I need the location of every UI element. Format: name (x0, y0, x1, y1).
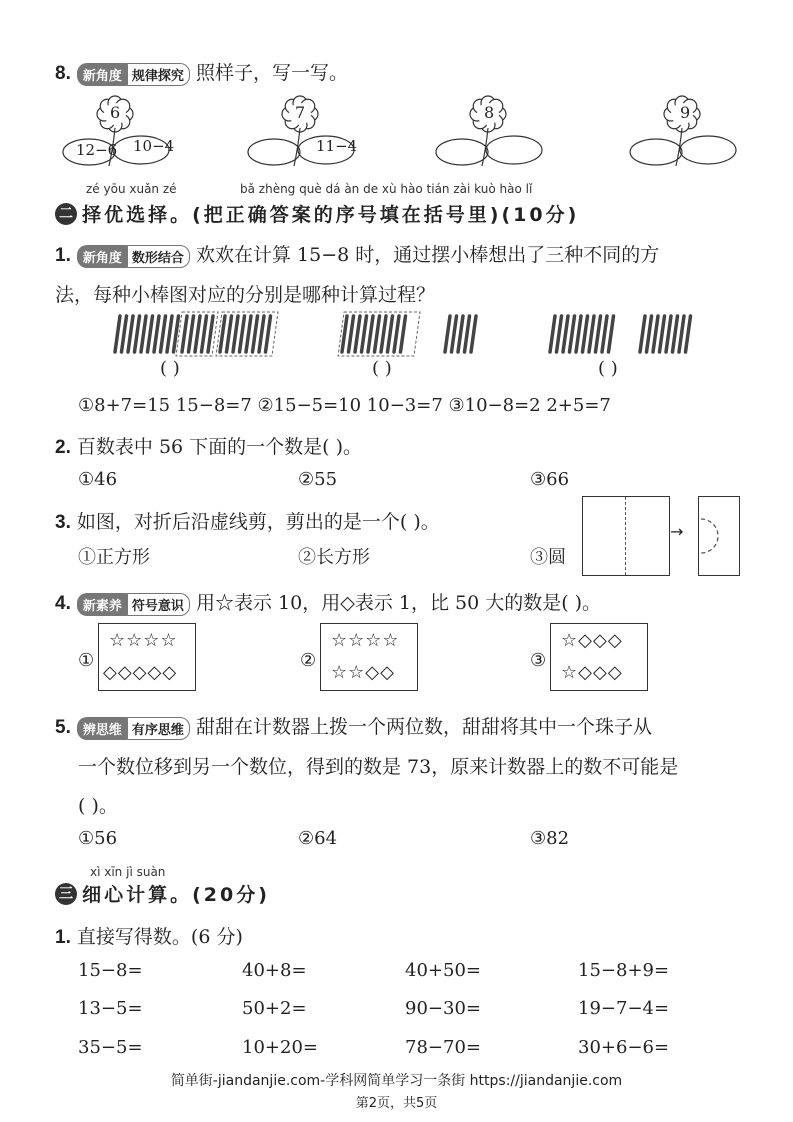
calc-item[interactable]: 50+2= (242, 998, 307, 1019)
tag-topic: 有序思维 (126, 717, 190, 740)
symbol-row-1: ☆☆☆☆ (109, 630, 178, 651)
flower-4-center: 9 (680, 103, 691, 122)
cut-curve (699, 497, 739, 575)
flower-3-center: 8 (484, 103, 495, 122)
tag-new-angle: 新角度 (77, 245, 128, 268)
fold-line (625, 497, 626, 575)
symbol-box-1 (98, 623, 196, 691)
section2-pinyin-right: bǎ zhèng què dá àn de xù hào tián zài kuò hào lǐ (240, 182, 533, 196)
question-text: 甜甜在计数器上拨一个两位数，甜甜将其中一个珠子从 (195, 716, 652, 738)
option-3: ③82 (530, 828, 570, 849)
question-text: 欢欢在计算 15−8 时，通过摆小棒想出了三种不同的方 (195, 244, 660, 266)
flower-diagrams (60, 88, 760, 178)
section3-header (55, 880, 270, 907)
question-number: 4. (55, 593, 71, 614)
s2-q5-line1 (55, 712, 652, 740)
tag-topic: 规律探究 (126, 63, 190, 86)
sticks-group-10 (115, 316, 179, 352)
footer-url: 简单街-jiandanjie.com-学科网简单学习一条街 https://jiandanjie.com (170, 1073, 623, 1089)
s2-q1-line1 (55, 240, 659, 268)
sticks-group-8 (640, 316, 691, 352)
section2-pinyin-left: zé yōu xuǎn zé (86, 182, 177, 196)
option-1: ①56 (78, 828, 118, 849)
tag-new-literacy: 新素养 (77, 593, 128, 616)
question-number: 1. (55, 927, 71, 948)
section-number-icon: 三 (55, 883, 77, 905)
answer-blank-2[interactable]: ( ) (372, 358, 392, 379)
option-1: ①正方形 (78, 547, 150, 568)
arrow-icon: → (670, 522, 684, 541)
s2-q1-line2: 法，每种小棒图对应的分别是哪种计算过程？ (55, 284, 436, 306)
tag-thinking: 辨思维 (77, 717, 128, 740)
sticks-group-8 (220, 316, 271, 352)
calc-item[interactable]: 40+50= (405, 960, 481, 981)
question-number: 8. (55, 63, 71, 84)
symbol-row-2: ☆☆◇◇ (331, 662, 395, 683)
section-number-icon: 二 (55, 203, 77, 225)
section2-header (55, 200, 579, 227)
flower-1-center: 6 (110, 103, 121, 122)
symbol-row-2: ☆◇◇◇ (561, 662, 623, 683)
question-text: 照样子，写一写。 (195, 62, 348, 84)
page-number: 第2页，共5页 (355, 1096, 438, 1111)
question-number: 5. (55, 717, 71, 738)
folded-paper (582, 496, 670, 576)
question-text: 用☆表示 10，用◇表示 1，比 50 大的数是( )。 (195, 592, 602, 614)
option-3: ③圆 (530, 547, 566, 568)
calc-item[interactable]: 78−70= (405, 1037, 481, 1058)
question-text: 直接写得数。(6 分) (76, 926, 243, 948)
option-2: ②64 (298, 828, 338, 849)
option-2: ②长方形 (298, 547, 370, 568)
s2-q1-options: ①8+7=15 15−8=7 ②15−5=10 10−3=7 ③10−8=2 2+5=7 (78, 395, 611, 416)
stick-pictures (110, 310, 720, 360)
symbol-row-1: ☆◇◇◇ (561, 630, 623, 651)
tag-topic: 符号意识 (126, 593, 190, 616)
calc-item[interactable]: 90−30= (405, 998, 481, 1019)
s3-q1 (55, 922, 243, 949)
flower-2-center: 7 (295, 103, 306, 122)
question-number: 3. (55, 512, 71, 533)
s2-q4 (55, 588, 601, 616)
section-title: 择优选择。(把正确答案的序号填在括号里)(10分) (82, 204, 580, 226)
answer-blank-3[interactable]: ( ) (598, 358, 618, 379)
calc-item[interactable]: 15−8= (78, 960, 143, 981)
calc-item[interactable]: 30+6−6= (578, 1037, 670, 1058)
question-number: 2. (55, 437, 71, 458)
box-label-3: ③ (530, 650, 547, 671)
option-1: ①46 (78, 469, 118, 490)
symbol-box-3 (550, 623, 648, 691)
flower-2-right: 11−4 (316, 137, 358, 155)
symbol-row-1: ☆☆☆☆ (331, 630, 400, 651)
calc-item[interactable]: 19−7−4= (578, 998, 670, 1019)
sticks-group-5 (182, 316, 213, 352)
symbol-row-2: ◇◇◇◇◇ (103, 662, 178, 683)
question-number: 1. (55, 245, 71, 266)
half-paper (698, 496, 740, 576)
s2-q5-line2: 一个数位移到另一个数位，得到的数是 73，原来计数器上的数不可能是 (78, 756, 679, 778)
calc-item[interactable]: 13−5= (78, 998, 143, 1019)
box-label-1: ① (78, 650, 95, 671)
question-text: 如图，对折后沿虚线剪，剪出的是一个( )。 (76, 511, 440, 533)
calc-item[interactable]: 10+20= (242, 1037, 318, 1058)
calc-item[interactable]: 35−5= (78, 1037, 143, 1058)
answer-blank-1[interactable]: ( ) (160, 358, 180, 379)
tag-new-angle: 新角度 (77, 63, 128, 86)
tag-topic: 数形结合 (126, 245, 190, 268)
symbol-box-2 (320, 623, 418, 691)
sticks-group-5 (445, 316, 476, 352)
question-text: 百数表中 56 下面的一个数是( )。 (76, 436, 363, 458)
sticks-group-10 (342, 316, 406, 352)
s2-q5-line3[interactable]: ( )。 (78, 795, 118, 817)
section-title: 细心计算。(20分) (82, 884, 270, 906)
s2-q2 (55, 432, 362, 459)
q8-header (55, 58, 348, 86)
calc-item[interactable]: 15−8+9= (578, 960, 670, 981)
sticks-group-10 (550, 316, 614, 352)
s2-q3 (55, 507, 440, 534)
option-3: ③66 (530, 469, 570, 490)
option-2: ②55 (298, 469, 338, 490)
section3-pinyin: xì xīn jì suàn (90, 865, 166, 879)
box-label-2: ② (300, 650, 317, 671)
calc-item[interactable]: 40+8= (242, 960, 307, 981)
flower-1-right: 10−4 (133, 137, 175, 155)
flower-1-left: 12−6 (76, 141, 118, 159)
